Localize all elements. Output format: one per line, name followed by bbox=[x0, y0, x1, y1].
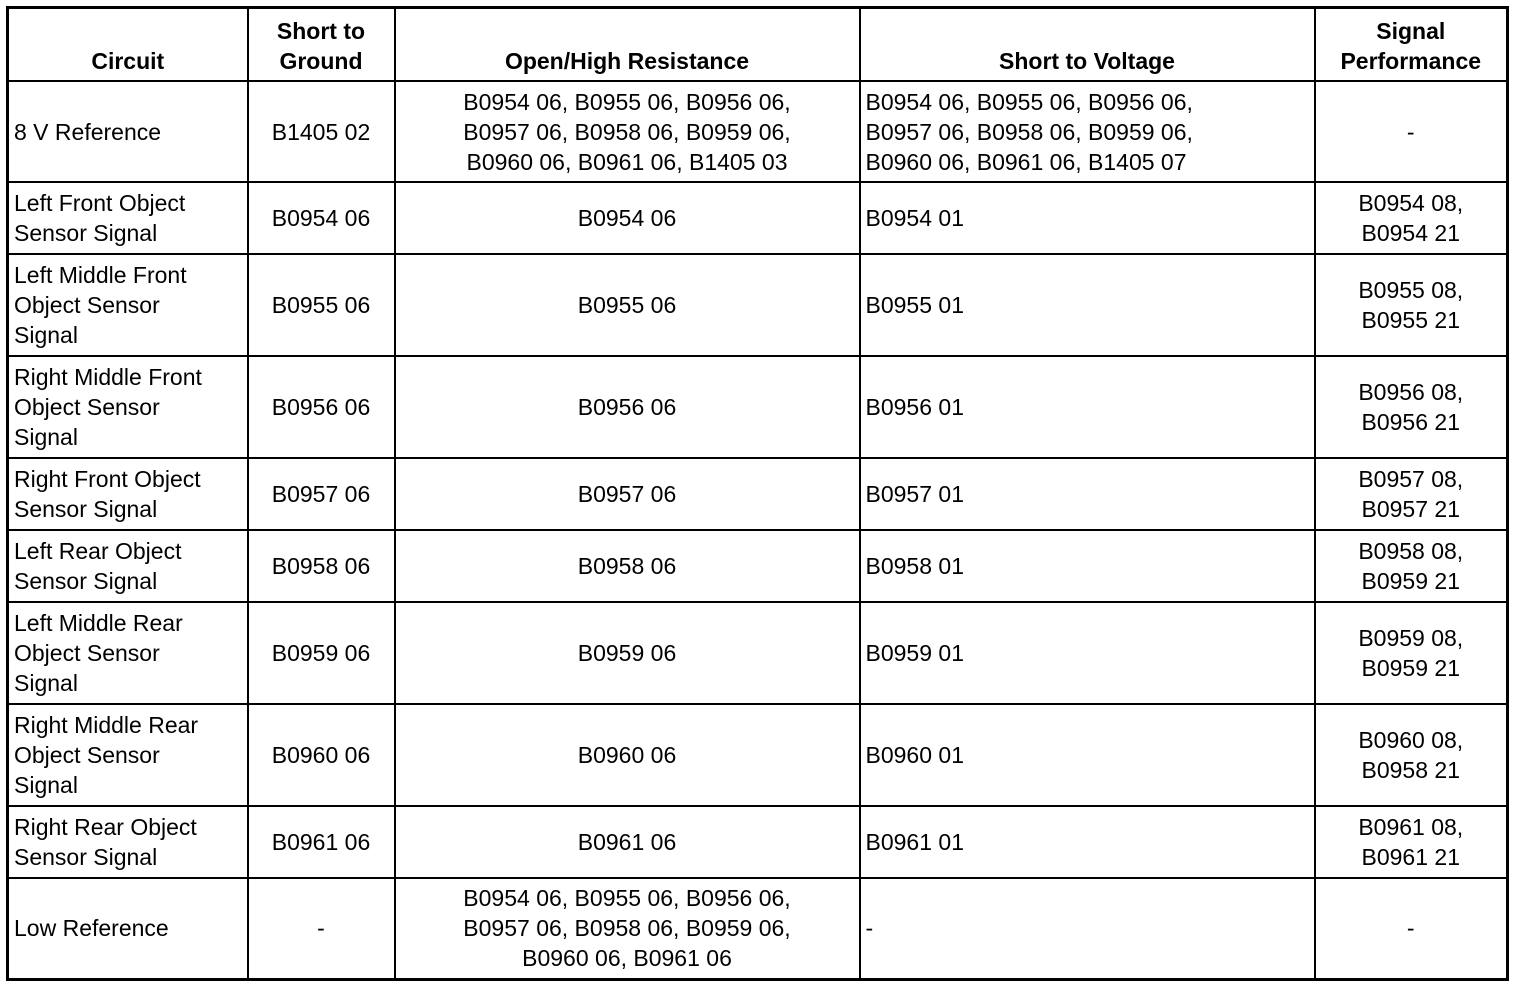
cell-short-to-voltage: B0957 01 bbox=[860, 458, 1315, 530]
cell-open-high-resistance: B0954 06 bbox=[395, 182, 860, 254]
cell-short-to-voltage: B0961 01 bbox=[860, 806, 1315, 878]
cell-open-high-resistance: B0954 06, B0955 06, B0956 06, B0957 06, B0958 06, B0959 06, B0960 06, B0961 06 bbox=[395, 878, 860, 979]
cell-short-to-ground: B0960 06 bbox=[248, 704, 395, 806]
cell-short-to-ground: B0957 06 bbox=[248, 458, 395, 530]
cell-open-high-resistance: B0957 06 bbox=[395, 458, 860, 530]
cell-signal-performance: B0954 08, B0954 21 bbox=[1315, 182, 1508, 254]
cell-short-to-voltage: B0958 01 bbox=[860, 530, 1315, 602]
cell-signal-performance: B0955 08, B0955 21 bbox=[1315, 254, 1508, 356]
cell-signal-performance: - bbox=[1315, 81, 1508, 182]
cell-short-to-ground: B1405 02 bbox=[248, 81, 395, 182]
cell-signal-performance: B0960 08, B0958 21 bbox=[1315, 704, 1508, 806]
cell-circuit: Right Middle Front Object Sensor Signal bbox=[8, 356, 248, 458]
cell-circuit: Left Front Object Sensor Signal bbox=[8, 182, 248, 254]
cell-open-high-resistance: B0955 06 bbox=[395, 254, 860, 356]
cell-short-to-voltage: B0959 01 bbox=[860, 602, 1315, 704]
cell-circuit: 8 V Reference bbox=[8, 81, 248, 182]
cell-short-to-ground: B0955 06 bbox=[248, 254, 395, 356]
cell-signal-performance: B0957 08, B0957 21 bbox=[1315, 458, 1508, 530]
cell-short-to-ground: B0961 06 bbox=[248, 806, 395, 878]
cell-signal-performance: B0959 08, B0959 21 bbox=[1315, 602, 1508, 704]
cell-signal-performance: B0958 08, B0959 21 bbox=[1315, 530, 1508, 602]
cell-circuit: Left Rear Object Sensor Signal bbox=[8, 530, 248, 602]
cell-open-high-resistance: B0956 06 bbox=[395, 356, 860, 458]
table-body bbox=[8, 81, 1508, 979]
cell-circuit: Right Front Object Sensor Signal bbox=[8, 458, 248, 530]
cell-open-high-resistance: B0959 06 bbox=[395, 602, 860, 704]
cell-short-to-voltage: B0954 06, B0955 06, B0956 06, B0957 06, B0958 06, B0959 06, B0960 06, B0961 06, B1405 07 bbox=[860, 81, 1315, 182]
dtc-table bbox=[6, 6, 1509, 981]
table-row bbox=[8, 704, 1508, 806]
header-circuit: Circuit bbox=[8, 8, 248, 82]
cell-short-to-voltage: B0956 01 bbox=[860, 356, 1315, 458]
cell-circuit: Left Middle Rear Object Sensor Signal bbox=[8, 602, 248, 704]
cell-circuit: Right Rear Object Sensor Signal bbox=[8, 806, 248, 878]
cell-open-high-resistance: B0958 06 bbox=[395, 530, 860, 602]
cell-short-to-voltage: B0960 01 bbox=[860, 704, 1315, 806]
cell-signal-performance: B0956 08, B0956 21 bbox=[1315, 356, 1508, 458]
cell-signal-performance: B0961 08, B0961 21 bbox=[1315, 806, 1508, 878]
header-row bbox=[8, 8, 1508, 82]
table-row bbox=[8, 602, 1508, 704]
cell-circuit: Right Middle Rear Object Sensor Signal bbox=[8, 704, 248, 806]
table-row bbox=[8, 81, 1508, 182]
header-open-high-resistance: Open/High Resistance bbox=[395, 8, 860, 82]
header-short-to-voltage: Short to Voltage bbox=[860, 8, 1315, 82]
table-header bbox=[8, 8, 1508, 82]
table-row bbox=[8, 458, 1508, 530]
cell-circuit: Left Middle Front Object Sensor Signal bbox=[8, 254, 248, 356]
table-row bbox=[8, 356, 1508, 458]
table-row bbox=[8, 530, 1508, 602]
cell-short-to-ground: - bbox=[248, 878, 395, 979]
table-row bbox=[8, 254, 1508, 356]
cell-short-to-voltage: B0955 01 bbox=[860, 254, 1315, 356]
cell-open-high-resistance: B0960 06 bbox=[395, 704, 860, 806]
cell-short-to-ground: B0954 06 bbox=[248, 182, 395, 254]
header-short-to-ground: Short to Ground bbox=[248, 8, 395, 82]
cell-open-high-resistance: B0961 06 bbox=[395, 806, 860, 878]
cell-signal-performance: - bbox=[1315, 878, 1508, 979]
cell-short-to-ground: B0958 06 bbox=[248, 530, 395, 602]
table-row bbox=[8, 878, 1508, 979]
cell-short-to-voltage: B0954 01 bbox=[860, 182, 1315, 254]
cell-short-to-ground: B0956 06 bbox=[248, 356, 395, 458]
table-row bbox=[8, 182, 1508, 254]
header-signal-performance: Signal Performance bbox=[1315, 8, 1508, 82]
cell-short-to-voltage: - bbox=[860, 878, 1315, 979]
cell-open-high-resistance: B0954 06, B0955 06, B0956 06, B0957 06, B0958 06, B0959 06, B0960 06, B0961 06, B1405 03 bbox=[395, 81, 860, 182]
cell-circuit: Low Reference bbox=[8, 878, 248, 979]
table-row bbox=[8, 806, 1508, 878]
cell-short-to-ground: B0959 06 bbox=[248, 602, 395, 704]
